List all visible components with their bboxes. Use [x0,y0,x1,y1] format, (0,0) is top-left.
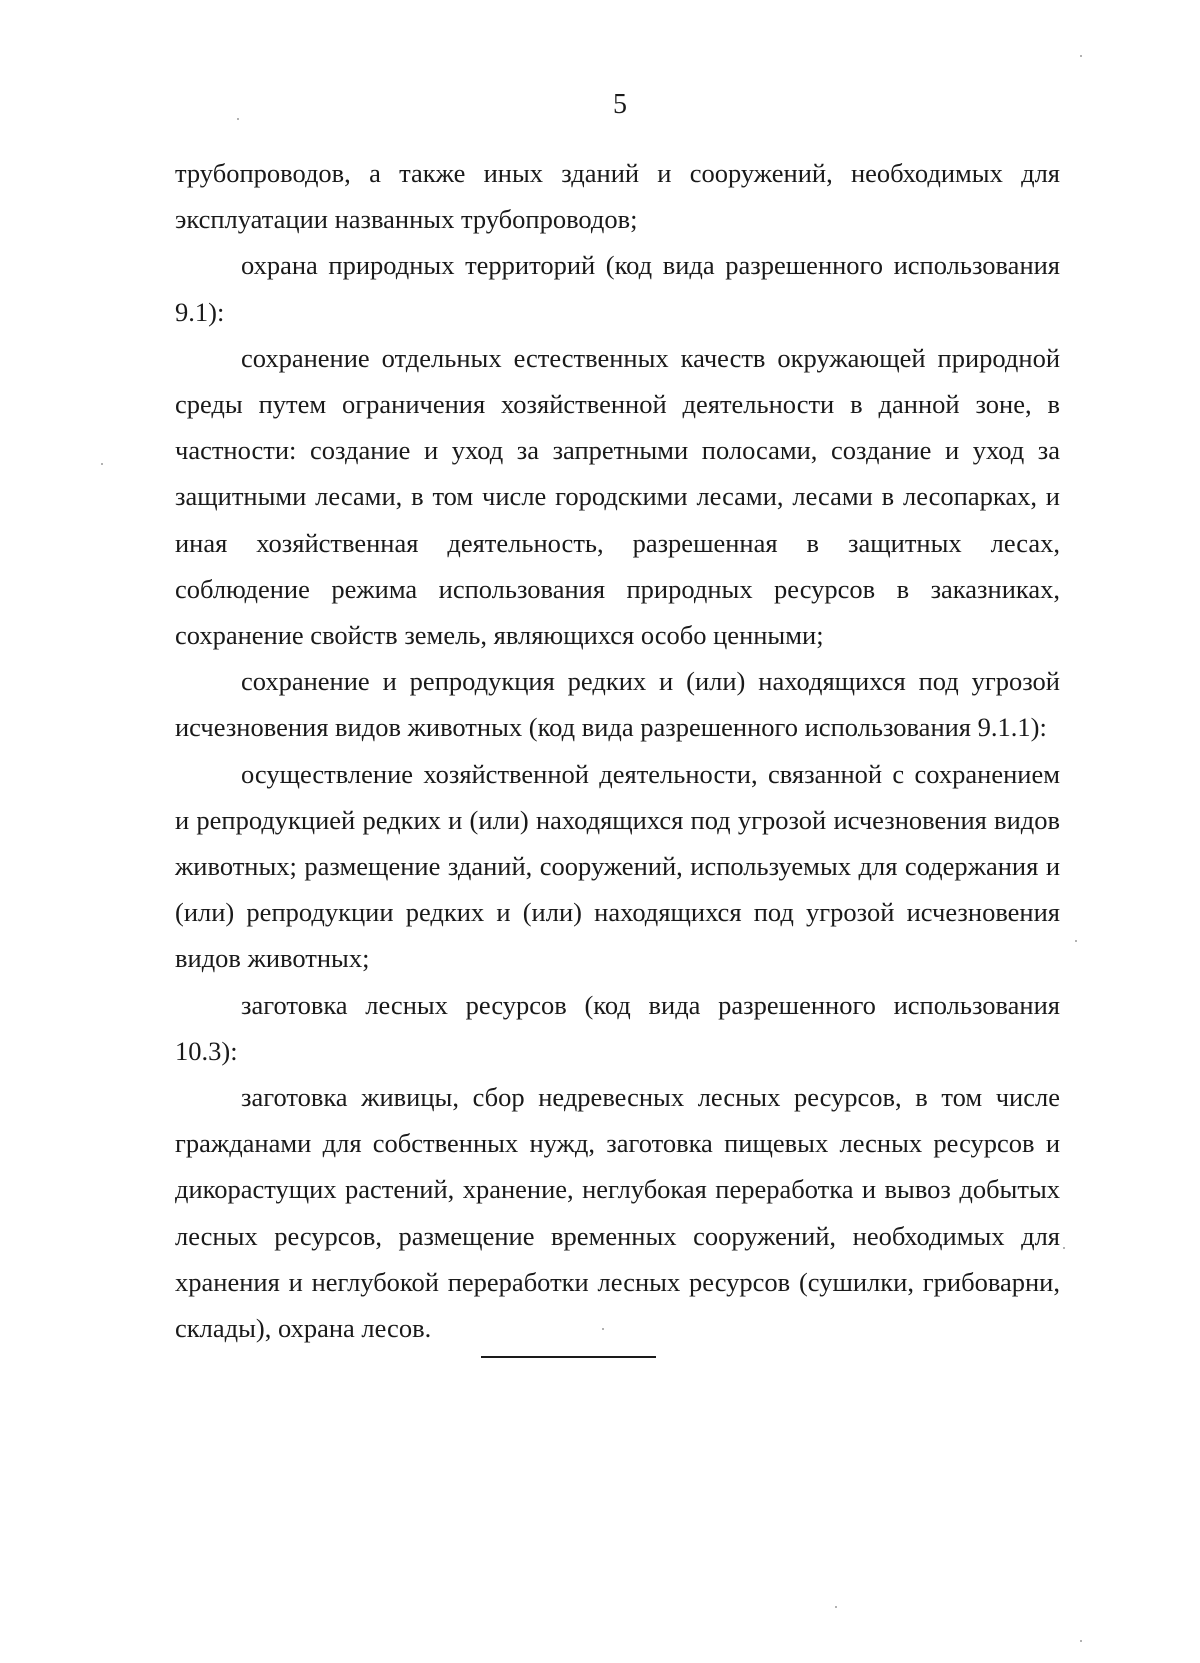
paragraph-forest-harvesting-description: заготовка живицы, сбор недревесных лесных ресурсов, в том числе гражданами для собственных нужд, заготовка пищевых лесных ресурсов и дикорастущих растений, хранение, неглубокая переработка и вывоз добытых лесных ресурсов, размещение временных сооружений, необходимых для хранения и неглубокой переработки лесных ресурсов (сушилки, грибоварни, склады), охрана лесов. [175,1082,1060,1344]
end-of-document-rule [481,1356,656,1358]
scan-speck [101,463,103,465]
scan-speck [1063,1247,1065,1249]
scan-speck [237,118,239,120]
scan-speck [1080,55,1082,57]
paragraph-heading-forest-harvesting: заготовка лесных ресурсов (код вида разрешенного использования 10.3): [175,989,1060,1066]
page-number: 5 [613,89,627,120]
paragraph-pipelines-continuation: трубопроводов, а также иных зданий и сооружений, необходимых для эксплуатации названных трубопроводов; [175,158,1060,235]
scan-speck [1080,1640,1082,1642]
document-body [175,150,1060,1351]
scan-speck [835,1606,837,1608]
scan-speck [602,1328,604,1330]
paragraph-heading-nature-protection: охрана природных территорий (код вида разрешенного использования 9.1): [175,250,1060,327]
scan-speck [1075,940,1077,942]
paragraph-nature-protection-description: сохранение отдельных естественных качеств окружающей природной среды путем ограничения хозяйственной деятельности в данной зоне, в частности: создание и уход за запретными полосами, создание и уход за защитными лесами, в том числе городскими лесами, лесами в лесопарках, и иная хозяйственная деятельность, разрешенная в защитных лесах, соблюдение режима использования природных ресурсов в заказниках, сохранение свойств земель, являющихся особо ценными; [175,342,1060,651]
paragraph-heading-species-conservation: сохранение и репродукция редких и (или) находящихся под угрозой исчезновения видов животных (код вида разрешенного использования 9.1.1): [175,666,1060,743]
paragraph-species-conservation-description: осуществление хозяйственной деятельности, связанной с сохранением и репродукцией редких и (или) находящихся под угрозой исчезновения видов животных; размещение зданий, сооружений, используемых для содержания и (или) репродукции редких и (или) находящихся под угрозой исчезновения видов животных; [175,758,1060,974]
